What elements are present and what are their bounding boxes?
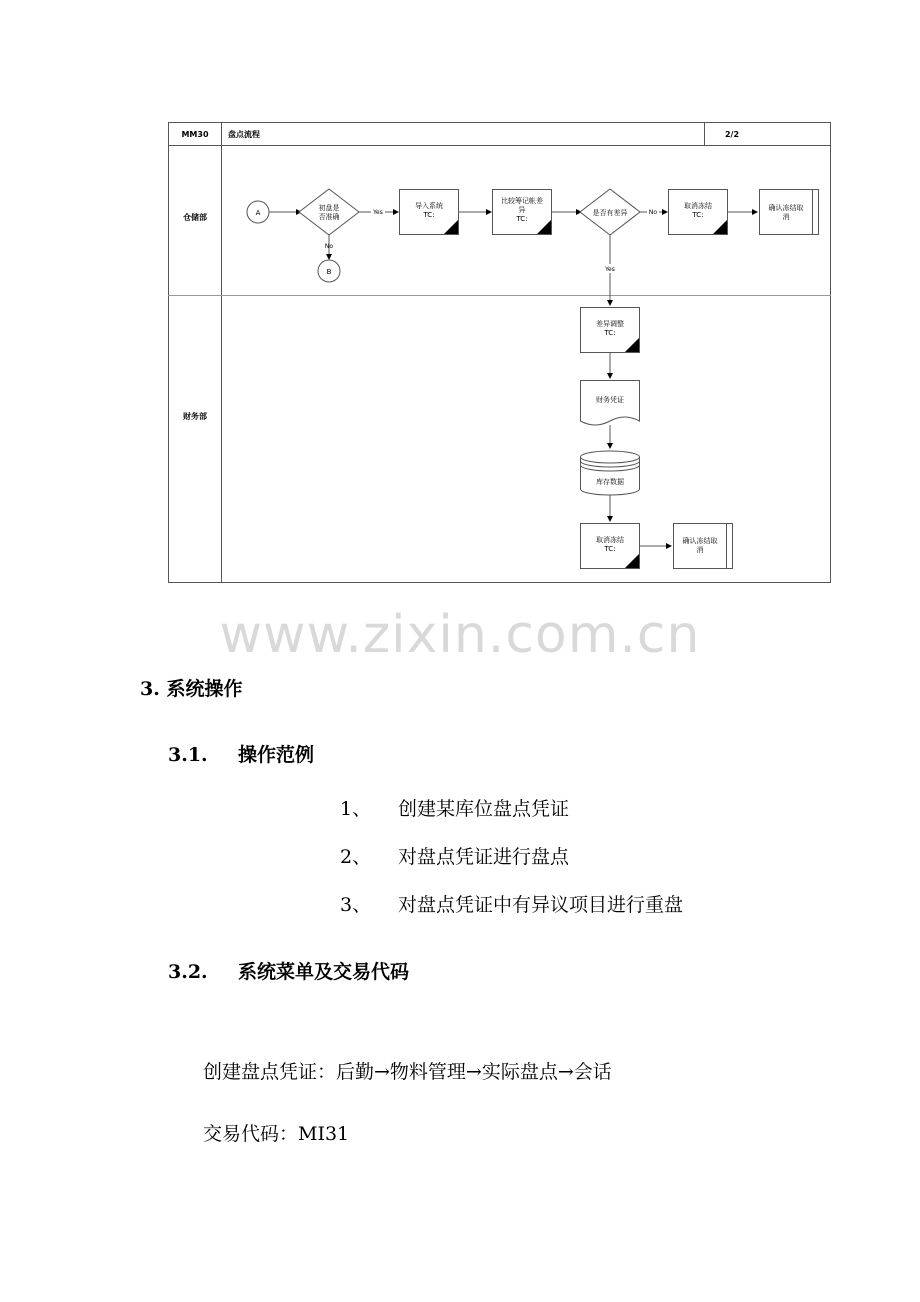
svg-text:比较筹记帐差: 比较筹记帐差 <box>501 197 543 205</box>
svg-text:库存数据: 库存数据 <box>596 478 624 486</box>
transaction-code: 交易代码：MI31 <box>203 1123 350 1145</box>
svg-text:确认冻结取: 确认冻结取 <box>768 204 804 212</box>
svg-text:A: A <box>255 209 261 217</box>
example-item-3: 3、 对盘点凭证中有异议项目进行重盘 <box>340 894 684 916</box>
example-item-1: 1、 创建某库位盘点凭证 <box>340 798 570 820</box>
lane-warehouse: 仓储部 <box>183 213 207 222</box>
svg-text:消: 消 <box>782 213 790 221</box>
lane-finance: 财务部 <box>183 412 207 421</box>
flow-code: MM30 <box>181 130 209 139</box>
decision-initial-count <box>299 189 359 235</box>
svg-text:TC:: TC: <box>423 211 435 219</box>
edge-no-2: No <box>648 209 658 216</box>
svg-text:B: B <box>326 268 332 276</box>
svg-text:否准确: 否准确 <box>318 213 340 221</box>
flow-page: 2/2 <box>724 130 740 139</box>
edge-yes-2: Yes <box>605 266 615 273</box>
svg-text:消: 消 <box>696 546 704 554</box>
svg-text:TC:: TC: <box>692 211 704 219</box>
svg-text:初盘是: 初盘是 <box>318 204 340 212</box>
svg-text:异: 异 <box>518 206 526 214</box>
database-stock-data <box>581 451 640 495</box>
svg-text:TC:: TC: <box>604 329 616 337</box>
flow-title: 盘点流程 <box>228 130 260 139</box>
svg-text:TC:: TC: <box>516 215 528 223</box>
svg-text:财务凭证: 财务凭证 <box>596 396 624 404</box>
watermark: www.zixin.com.cn <box>219 605 701 665</box>
edge-no-1: No <box>324 243 334 250</box>
process-confirm-cancel-1 <box>760 190 819 235</box>
section-3-1-heading: 3.1. 操作范例 <box>168 744 315 766</box>
svg-text:是否有差异: 是否有差异 <box>592 209 628 217</box>
svg-text:确认冻结取: 确认冻结取 <box>682 537 718 545</box>
svg-text:差异调整: 差异调整 <box>596 320 624 328</box>
svg-text:取消冻结: 取消冻结 <box>684 202 712 210</box>
section-3-2-heading: 3.2. 系统菜单及交易代码 <box>168 961 410 983</box>
svg-text:导入系统: 导入系统 <box>415 202 443 210</box>
edge-yes-1: Yes <box>373 209 383 216</box>
example-item-2: 2、 对盘点凭证进行盘点 <box>340 846 570 868</box>
svg-text:取消冻结: 取消冻结 <box>596 536 624 544</box>
menu-path: 创建盘点凭证：后勤→物料管理→实际盘点→会话 <box>203 1061 612 1083</box>
svg-text:TC:: TC: <box>604 545 616 553</box>
section-3-heading: 3. 系统操作 <box>140 678 243 700</box>
flowchart <box>0 0 920 600</box>
